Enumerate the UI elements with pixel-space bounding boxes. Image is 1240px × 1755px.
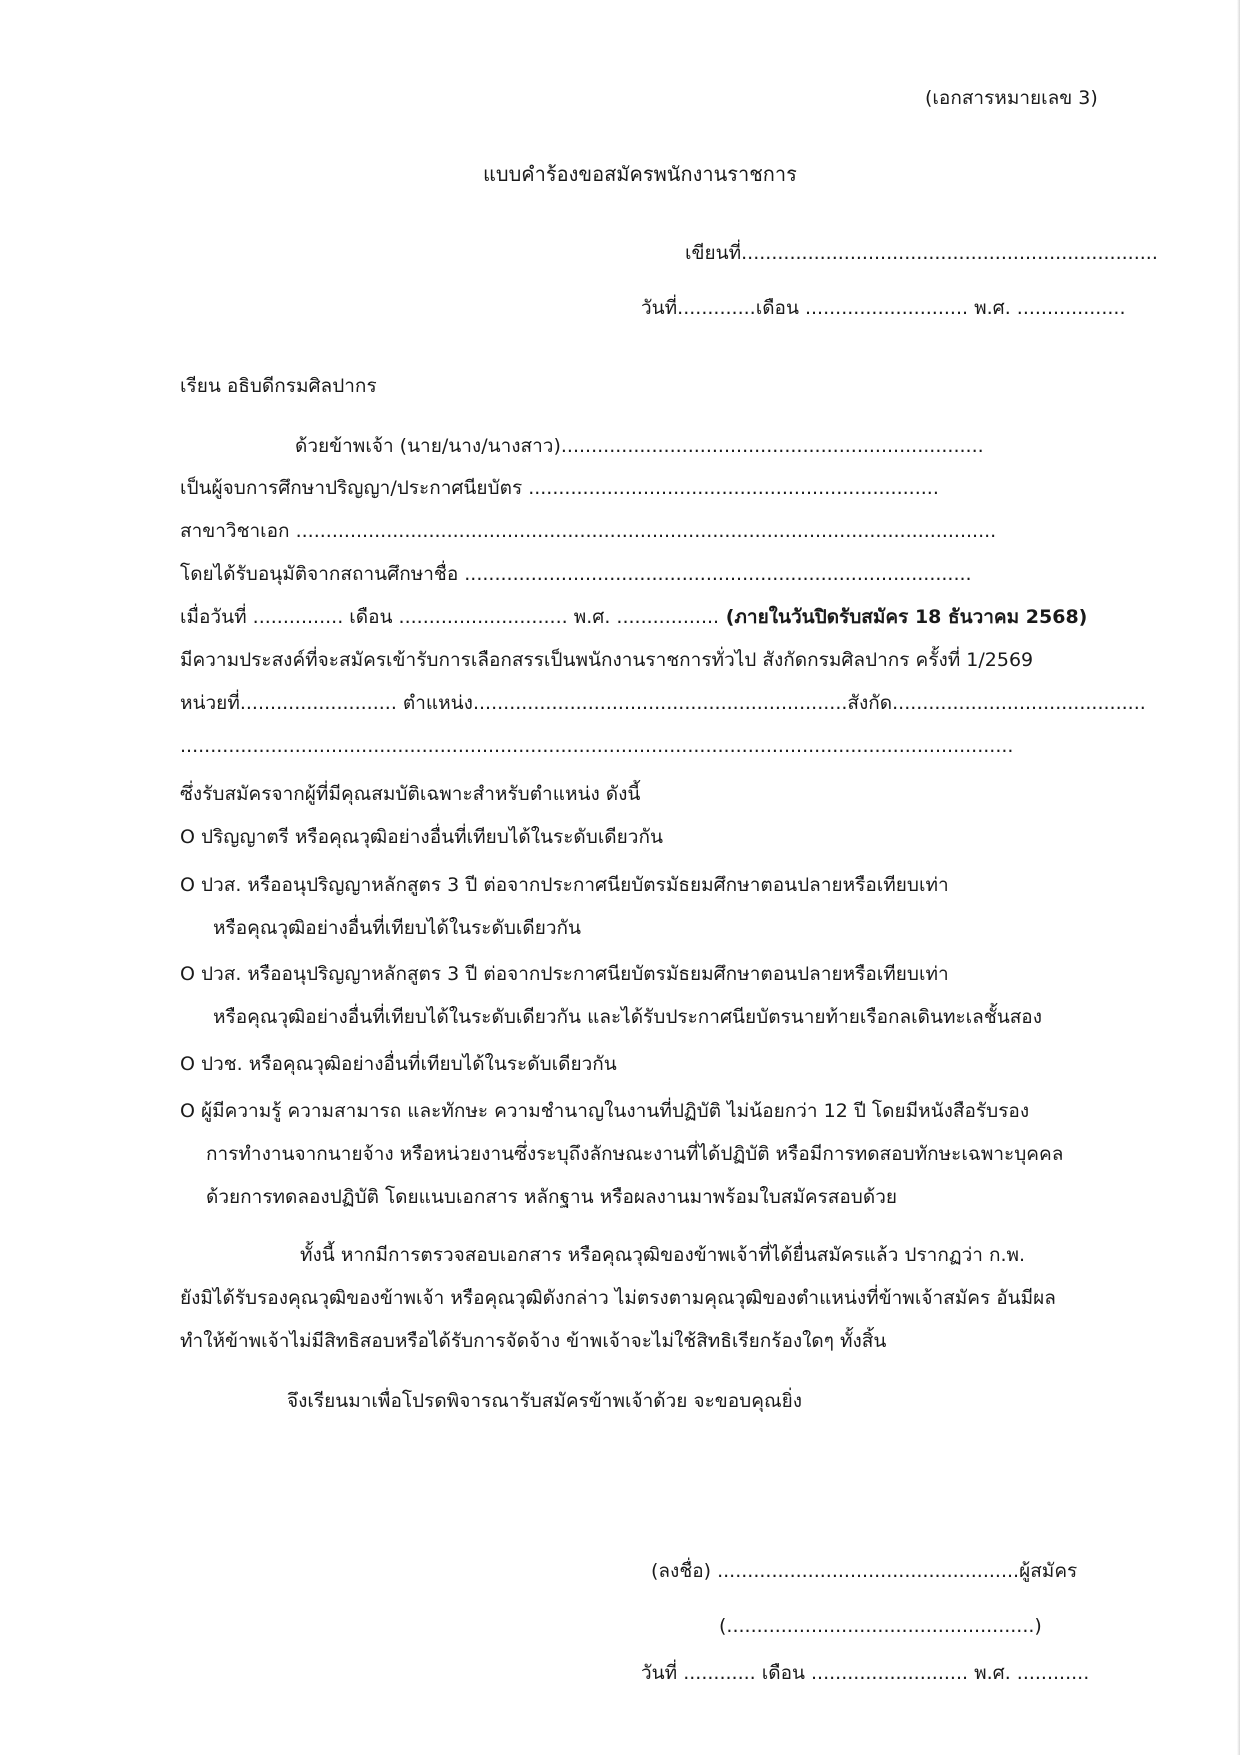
option-text: ปริญญาตรี หรือคุณวุฒิอย่างอื่นที่เทียบได้ในระดับเดียวกัน: [201, 826, 663, 848]
option-circle-marker: O: [180, 874, 195, 896]
major-line: สาขาวิชาเอก ....................................................................................................................: [180, 520, 997, 542]
disclaimer-line-1: ทั้งนี้ หากมีการตรวจสอบเอกสาร หรือคุณวุฒิของข้าพเจ้าที่ได้ยื่นสมัครแล้ว ปรากฏว่า ก.พ.: [300, 1244, 1026, 1266]
option-text: ปวส. หรืออนุปริญญาหลักสูตร 3 ปี ต่อจากประกาศนียบัตรมัธยมศึกษาตอนปลายหรือเทียบเท่า: [201, 963, 949, 985]
qualification-intro: ซึ่งรับสมัครจากผู้ที่มีคุณสมบัติเฉพาะสำหรับตำแหน่ง ดังนี้: [180, 783, 641, 805]
option-text: ผู้มีความรู้ ความสามารถ และทักษะ ความชำนาญในงานที่ปฏิบัติ ไม่น้อยกว่า 12 ปี โดยมีหนังสือรับรอง: [201, 1100, 1030, 1122]
dotted-line: ..........................................................................................................................................: [180, 735, 1014, 757]
written-at-line: เขียนที่.....................................................................: [685, 242, 1158, 264]
option-experience: [180, 1100, 1029, 1123]
institution-line: โดยได้รับอนุมัติจากสถานศึกษาชื่อ ....................................................................................: [180, 563, 972, 585]
education-line: เป็นผู้จบการศึกษาปริญญา/ประกาศนียบัตร ....................................................................: [180, 477, 939, 499]
closing-deadline-note: (ภายในวันปิดรับสมัคร 18 ธันวาคม 2568): [719, 606, 1088, 628]
degree-date-fields: เมื่อวันที่ ............... เดือน ............................ พ.ศ. .................: [180, 606, 720, 628]
applicant-name-line: ด้วยข้าพเจ้า (นาย/นาง/นางสาว)......................................................................: [295, 435, 984, 457]
option-diploma-cont: หรือคุณวุฒิอย่างอื่นที่เทียบได้ในระดับเดียวกัน: [213, 917, 582, 939]
salutation: เรียน อธิบดีกรมศิลปากร: [180, 375, 377, 397]
option-diploma: [180, 874, 949, 897]
option-circle-marker: O: [180, 1053, 195, 1075]
signature-date-line: วันที่ ............ เดือน .......................... พ.ศ. ............: [641, 1662, 1090, 1684]
form-title: แบบคำร้องขอสมัครพนักงานราชการ: [483, 162, 797, 186]
degree-date-line: [180, 606, 1087, 629]
option-diploma-marine: [180, 963, 949, 986]
printed-name-line: (...................................................): [719, 1615, 1042, 1637]
option-circle-marker: O: [180, 826, 195, 848]
option-bachelor: [180, 826, 663, 849]
option-circle-marker: O: [180, 963, 195, 985]
option-experience-cont-2: ด้วยการทดลองปฏิบัติ โดยแนบเอกสาร หลักฐาน หรือผลงานมาพร้อมใบสมัครสอบด้วย: [206, 1186, 898, 1208]
document-number: (เอกสารหมายเลข 3): [925, 87, 1098, 109]
disclaimer-line-2: ยังมิได้รับรองคุณวุฒิของข้าพเจ้า หรือคุณวุฒิดังกล่าว ไม่ตรงตามคุณวุฒิของตำแหน่งที่ข้าพเจ้าสมัคร อันมีผล: [180, 1287, 1056, 1309]
option-text: ปวส. หรืออนุปริญญาหลักสูตร 3 ปี ต่อจากประกาศนียบัตรมัธยมศึกษาตอนปลายหรือเทียบเท่า: [201, 874, 949, 896]
option-experience-cont-1: การทำงานจากนายจ้าง หรือหน่วยงานซึ่งระบุถึงลักษณะงานที่ได้ปฏิบัติ หรือมีการทดสอบทักษะเฉพาะบุคคล: [206, 1143, 1064, 1165]
option-text: ปวช. หรือคุณวุฒิอย่างอื่นที่เทียบได้ในระดับเดียวกัน: [201, 1053, 617, 1075]
signature-line: (ลงชื่อ) ..................................................ผู้สมัคร: [651, 1560, 1078, 1582]
form-date-line: วันที่.............เดือน ........................... พ.ศ. ..................: [641, 297, 1126, 319]
option-vocational: [180, 1053, 617, 1076]
option-circle-marker: O: [180, 1100, 195, 1122]
closing-sentence: จึงเรียนมาเพื่อโปรดพิจารณารับสมัครข้าพเจ้าด้วย จะขอบคุณยิ่ง: [287, 1390, 802, 1412]
disclaimer-line-3: ทำให้ข้าพเจ้าไม่มีสิทธิสอบหรือได้รับการจัดจ้าง ข้าพเจ้าจะไม่ใช้สิทธิเรียกร้องใดๆ ทั้งสิ้น: [180, 1330, 887, 1352]
option-diploma-marine-cont: หรือคุณวุฒิอย่างอื่นที่เทียบได้ในระดับเดียวกัน และได้รับประกาศนียบัตรนายท้ายเรือกลเดินทะเลชั้นสอง: [213, 1006, 1042, 1028]
unit-position-line: หน่วยที่.......................... ตำแหน่ง..............................................................สังกัด..........................................: [180, 692, 1146, 714]
intent-line: มีความประสงค์ที่จะสมัครเข้ารับการเลือกสรรเป็นพนักงานราชการทั่วไป สังกัดกรมศิลปากร ครั้งที่ 1/2569: [180, 649, 1034, 671]
